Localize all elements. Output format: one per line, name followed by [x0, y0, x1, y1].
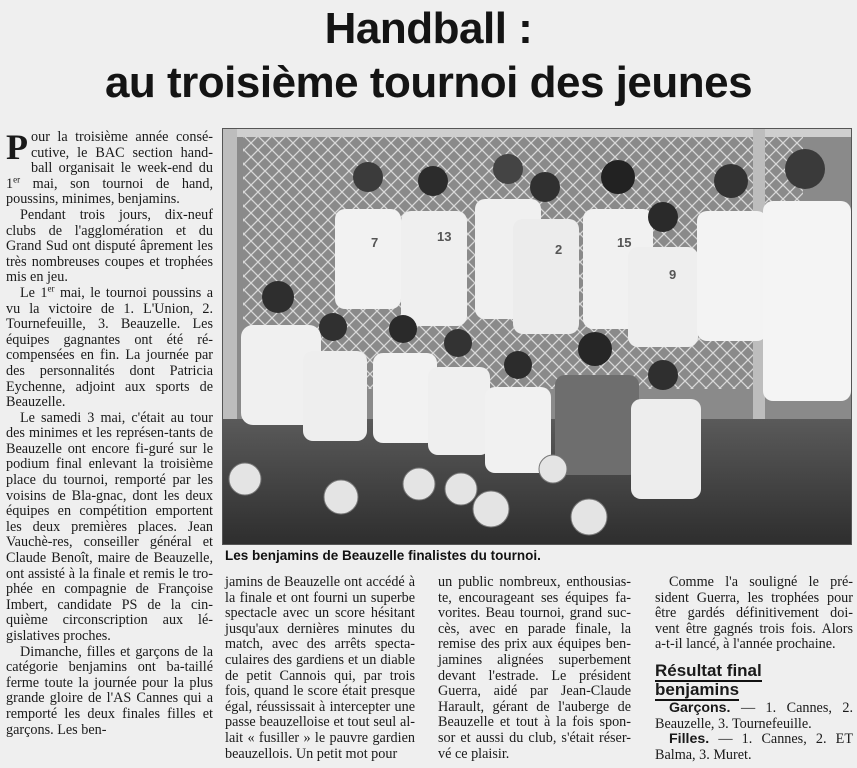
article-column-3 — [438, 575, 631, 762]
paragraph-4: Le samedi 3 mai, c'était au tour des minimes et les représen-tants de Beauzelle ont encore fi-guré sur le podium final enlevant la troisième place du tournoi, remporté par les voisins de Bla-gnac, dont les deux équipes en compétition emportent les deux premières places. Jean Vauchè-res, conseiller général et Claude Benoît, maire de Beauzelle, ont assisté à la finale et remis le tro-phée en compagnie de Françoise Imbert, candidate PS de la cin-quième circonscription aux lé-gislatives proches. — [6, 409, 213, 644]
boys-label: Garçons. — [669, 699, 731, 716]
paragraph-5: Dimanche, filles et garçons de la catégorie benjamins ont ba-taillé ferme toute la journée pour la plus grande gloire de l'AS Cannes qui a remporté les deux finales filles et garçons. Les ben- — [6, 643, 213, 738]
drop-cap: P — [6, 127, 28, 167]
column-4-text: Comme l'a souligné le pré-sident Guerra, les trophées pour être gardés définitivement doi-vent être gagnés trois fois. Alors a-t-il lancé, à l'année prochaine. — [655, 574, 853, 653]
jersey-number-2: 2 — [555, 242, 563, 257]
column-2-text: jamins de Beauzelle ont accédé à la finale et ont fourni un superbe spectacle avec un score hésitant jusqu'aux dernières minutes du match, avec des arrêts specta-culaires des gardiens et un diable de petit Cannois qui, par trois fois, quand le score était presque égal, réussissait à intercepter une passe beauzelloise et tout seul al-lait « fusiller » le pauvre gardien beauzellois. Un petit mot pour — [225, 574, 415, 762]
team-photo — [222, 128, 852, 545]
paragraph-1 — [6, 127, 213, 208]
superscript: er — [47, 283, 55, 294]
jersey-number-9: 9 — [669, 267, 677, 282]
headline-line-1: Handball : — [324, 4, 533, 53]
paragraph-2: Pendant trois jours, dix-neuf clubs de l'agglomération et du Grand Sud ont disputé âprement les très nombreuses coupes et trophées mis en jeu. — [6, 206, 213, 286]
paragraph-3 — [6, 283, 213, 411]
results-title — [655, 661, 853, 699]
headline-line-2: au troisième tournoi des jeunes — [104, 58, 753, 107]
results-girls — [655, 732, 853, 763]
jersey-number-7: 7 — [371, 235, 379, 250]
boys-results: — 1. Cannes, 2. Beauzelle, 3. Tournefeuille. — [655, 699, 853, 732]
girls-label: Filles. — [669, 731, 710, 748]
girls-results: — 1. Cannes, 2. ET Balma, 3. Muret. — [655, 731, 853, 763]
goal-post-left — [223, 129, 237, 429]
article-column-4 — [655, 575, 853, 763]
results-boys — [655, 701, 853, 732]
article-column-1 — [6, 127, 213, 738]
article-column-2 — [225, 575, 415, 762]
column-3-text: un public nombreux, enthousias-te, encourageant ses équipes fa-vorites. Beau tournoi, grand suc-cès, avec en parade finale, la remise des prix aux équipes ben-jamines alignées superbement devant l'estrade. Le président Guerra, aidé par Jean-Claude Harault, gérant de l'auberge de Beauzelle et tout à la fois spon-sor et aussi du club, s'était réser-vé ce plaisir. — [438, 574, 631, 762]
paragraph-1-text-a: our la troisième année consé-cutive, le BAC section hand-ball organisait le week-end du 1 — [6, 129, 213, 192]
superscript: er — [13, 174, 21, 185]
team-photo-illustration — [223, 129, 851, 544]
jersey-number-13: 13 — [437, 229, 452, 244]
paragraph-1-text-b: mai, son tournoi de hand, poussins, minimes, benjamins. — [6, 175, 213, 208]
results-title-line-1: Résultat final — [655, 660, 762, 680]
photo-caption: Les benjamins de Beauzelle finalistes du tournoi. — [225, 548, 541, 563]
jersey-number-15: 15 — [617, 235, 632, 250]
results-title-line-2: benjamins — [655, 679, 740, 699]
paragraph-3-text-b: mai, le tournoi poussins a vu la victoire de 1. L'Union, 2. Tournefeuille, 3. Beauzelle. Les équipes gagnantes ont été ré-compensées en fin. La journée par des personnalités dont Patricia Eychenne, adjoint aux sports de Beauzelle. — [6, 284, 213, 411]
paragraph-3-text-a: Le 1 — [20, 284, 48, 301]
